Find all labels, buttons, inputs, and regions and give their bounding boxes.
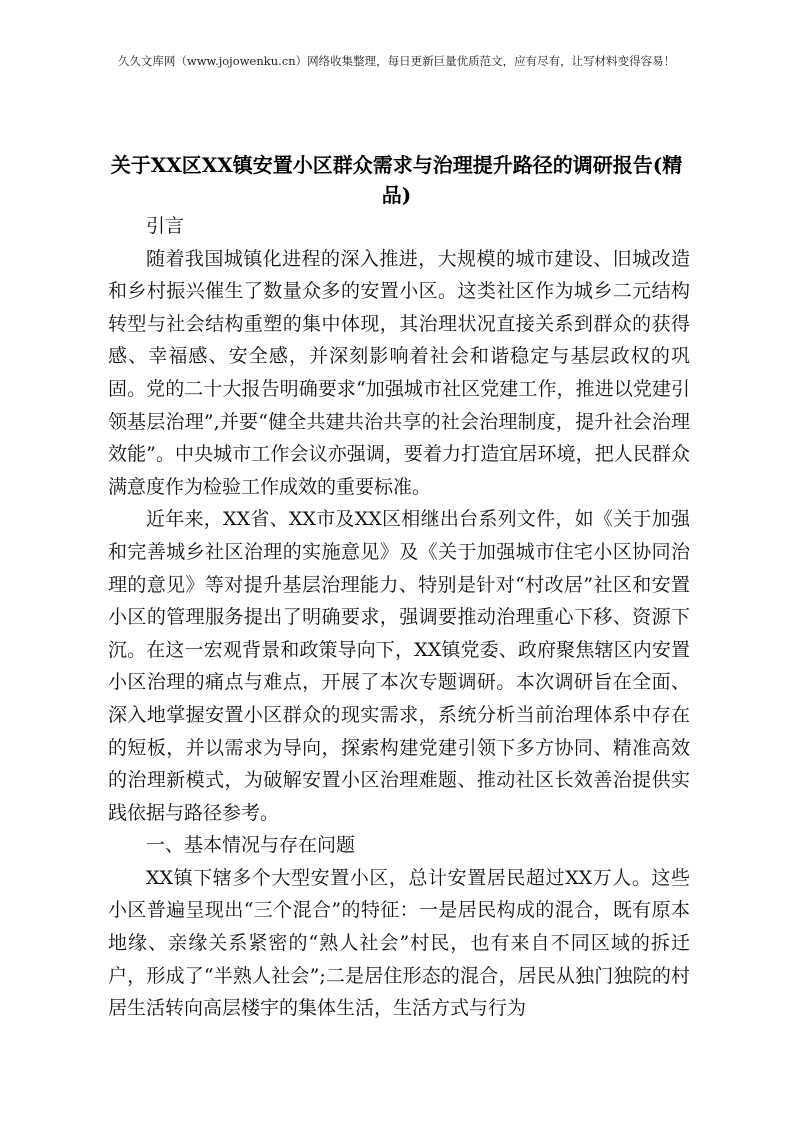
intro-heading: 引言 (146, 215, 185, 237)
section-1-heading: 一、基本情况与存在问题 (146, 834, 356, 857)
body-paragraph-1: 随着我国城镇化进程的深入推进，大规模的城市建设、旧城改造和乡村振兴催生了数量众多的安置小区。这类社区作为城乡二元结构转型与社会结构重塑的集中体现，其治理状况直接关系到群众的获得感、幸福感、安全感，并深刻影响着社会和谐稳定与基层政权的巩固。党的二十大报告明确要求“加强城市社区党建工作，推进以党建引领基层治理”,并要“健全共建共治共享的社会治理制度，提升社会治理效能”。中央城市工作会议亦强调，要着力打造宜居环境，把人民群众满意度作为检验工作成效的重要标准。 (108, 247, 690, 498)
section-1-paragraph: XX镇下辖多个大型安置小区，总计安置居民超过XX万人。这些小区普遍呈现出“三个混合”的特征：一是居民构成的混合，既有原本地缘、亲缘关系紧密的“熟人社会”村民，也有来自不同区域的拆迁户，形成了“半熟人社会”;二是居住形态的混合，居民从独门独院的村居生活转向高层楼宇的集体生活，生活方式与行为 (108, 866, 690, 1020)
body-paragraph-2: 近年来，XX省、XX市及XX区相继出台系列文件，如《关于加强和完善城乡社区治理的实施意见》及《关于加强城市住宅小区协同治理的意见》等对提升基层治理能力、特别是针对“村改居”社区和安置小区的管理服务提出了明确要求，强调要推动治理重心下移、资源下沉。在这一宏观背景和政策导向下，XX镇党委、政府聚焦辖区内安置小区治理的痛点与难点，开展了本次专题调研。本次调研旨在全面、深入地掌握安置小区群众的现实需求，系统分析当前治理体系中存在的短板，并以需求为导向，探索构建党建引领下多方协同、精准高效的治理新模式，为破解安置小区治理难题、推动社区长效善治提供实践依据与路径参考。 (108, 508, 690, 824)
document-title: 关于XX区XX镇安置小区群众需求与治理提升路径的调研报告(精品) (110, 153, 683, 207)
document-body (108, 210, 690, 1025)
header-note: 久久文库网（www.jojowenku.cn）网络收集整理，每日更新巨量优质范文，应有尽有，让写材料变得容易！ (117, 54, 676, 68)
